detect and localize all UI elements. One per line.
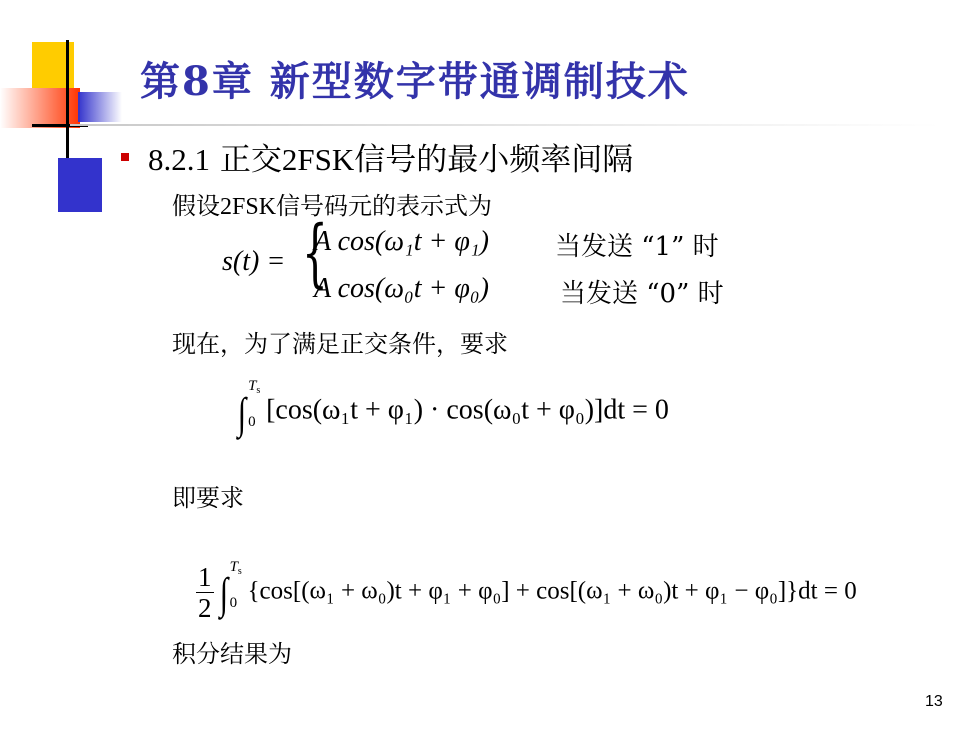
bullet-icon xyxy=(121,153,129,161)
title-underline xyxy=(70,124,940,126)
decor-blue-gradient xyxy=(78,92,122,122)
section-text-c: 信号的最小频率间隔 xyxy=(354,142,634,178)
page-title: 第8章 新型数字带通调制技术 xyxy=(140,58,690,105)
equation2 xyxy=(236,378,669,439)
intro-text-b: 2FSK xyxy=(220,194,277,220)
fraction-half: $\frac{1}{2}$ xyxy=(198,562,212,623)
section-text-a: 正交 xyxy=(219,142,282,178)
equation1-when0: 当发送 “0” 时 xyxy=(560,279,724,309)
section-number: 8.2.1 xyxy=(148,142,210,177)
equation1-when1: 当发送 “1” 时 xyxy=(555,232,719,262)
equation3-body: {cos[(ω₁ + ω₀)t + φ₁ + φ₀] + cos[(ω₁ + ω₀)t + φ₁ − φ₀]}dt = 0 xyxy=(247,577,857,605)
decor-vertical-line xyxy=(66,40,69,158)
equation2-body: [cos(ω₁t + φ₁) · cos(ω₀t + φ₀)]dt = 0 xyxy=(266,394,669,426)
equation1-case0: A cos(ω₀t + φ₀) xyxy=(314,273,489,304)
page-number: 13 xyxy=(925,693,943,710)
integral-limits: $T_s$ 0 xyxy=(248,378,261,431)
integral-sign: ∫ xyxy=(237,389,247,438)
equation1-case1: A cos(ω₁t + φ₁) xyxy=(314,226,489,257)
integral-sign: ∫ xyxy=(219,569,228,619)
equation1-lhs: s(t) = xyxy=(222,246,286,277)
integral-limits: $T_s$ 0 xyxy=(229,558,242,611)
decor-blue-square xyxy=(58,158,102,212)
result-text: 积分结果为 xyxy=(172,640,292,668)
section-text-b: 2FSK xyxy=(281,142,355,177)
left-brace: { xyxy=(302,210,328,296)
intro-text-c: 信号码元的表示式为 xyxy=(276,192,493,220)
intro-text-a: 假设 xyxy=(172,192,220,220)
intro-text xyxy=(172,186,492,221)
condition-text: 现在，为了满足正交条件，要求 xyxy=(172,330,508,358)
equation3 xyxy=(196,558,857,623)
section-heading xyxy=(148,134,633,179)
also-text: 即要求 xyxy=(172,484,244,512)
